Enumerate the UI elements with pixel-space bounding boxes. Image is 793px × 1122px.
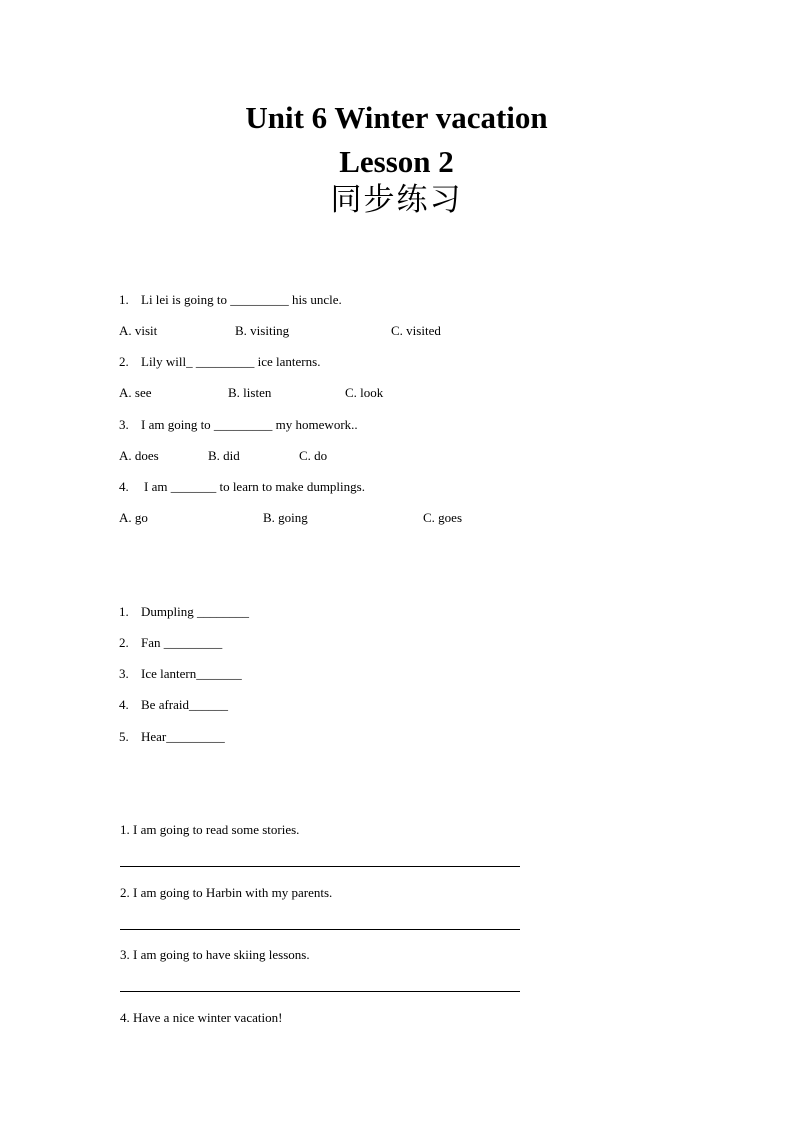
option-a: A. see [119, 385, 152, 400]
answer-line-2 [120, 929, 520, 930]
question-text: Lily will_ _________ ice lanterns. [141, 354, 321, 369]
item-text: Dumpling ________ [141, 604, 249, 619]
sentence-4: 4. Have a nice winter vacation! [120, 1010, 283, 1025]
option-c: C. look [345, 385, 384, 400]
item-text: Fan _________ [141, 635, 223, 650]
question-number: 3. [119, 417, 129, 432]
option-c: C. visited [391, 323, 441, 338]
question-number: 1. [119, 292, 129, 307]
answer-line-3 [120, 991, 520, 992]
item-number: 2. [119, 635, 129, 650]
item-number: 1. [119, 604, 129, 619]
option-c: C. goes [423, 510, 462, 525]
title-subtitle: 同步练习 [330, 182, 463, 218]
title-unit: Unit 6 Winter vacation [245, 100, 548, 135]
option-b: B. visiting [235, 323, 290, 338]
option-a: A. does [119, 448, 159, 463]
question-number: 4. [119, 479, 129, 494]
item-text: Ice lantern_______ [141, 666, 242, 681]
answer-line-1 [120, 866, 520, 867]
option-c: C. do [299, 448, 328, 463]
item-number: 3. [119, 666, 129, 681]
option-b: B. did [208, 448, 240, 463]
question-text: Li lei is going to _________ his uncle. [141, 292, 342, 307]
item-number: 5. [119, 729, 129, 744]
option-b: B. listen [228, 385, 272, 400]
option-b: B. going [263, 510, 308, 525]
title-lesson: Lesson 2 [339, 144, 454, 179]
sentence-1: 1. I am going to read some stories. [120, 822, 300, 837]
item-text: Hear_________ [141, 729, 225, 744]
question-number: 2. [119, 354, 129, 369]
option-a: A. visit [119, 323, 158, 338]
option-a: A. go [119, 510, 148, 525]
sentence-3: 3. I am going to have skiing lessons. [120, 947, 310, 962]
item-number: 4. [119, 697, 129, 712]
item-text: Be afraid______ [141, 697, 229, 712]
question-text: I am going to _________ my homework.. [141, 417, 358, 432]
question-text: I am _______ to learn to make dumplings. [144, 479, 365, 494]
sentence-2: 2. I am going to Harbin with my parents. [120, 885, 333, 900]
